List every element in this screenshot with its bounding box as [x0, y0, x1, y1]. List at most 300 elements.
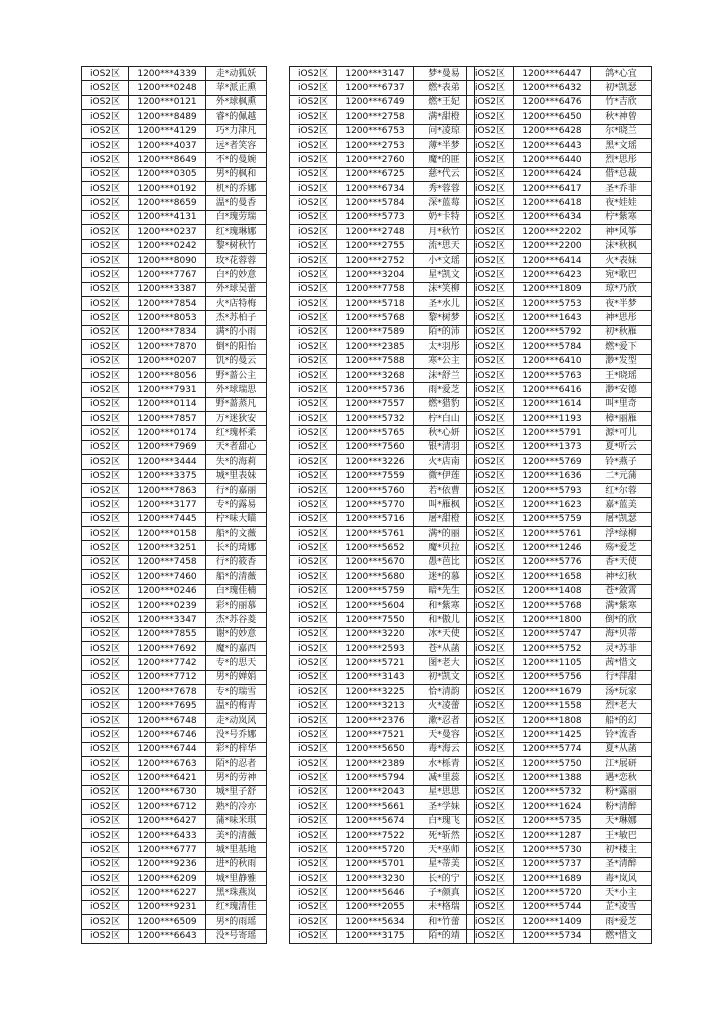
- server-cell: iOS2区: [467, 785, 514, 799]
- player-name-cell: 玫*花蓉蓉: [206, 253, 267, 267]
- player-name-cell: 叫*雁枫: [414, 498, 475, 512]
- table-row: [82, 311, 267, 325]
- player-name-cell: 遇*恋秋: [591, 771, 652, 785]
- player-name-cell: 毒*岚风: [591, 872, 652, 886]
- table-row: [290, 498, 475, 512]
- table-row: [467, 900, 652, 914]
- player-name-cell: 深*蓝莓: [414, 196, 475, 210]
- table-row: [467, 814, 652, 828]
- player-name-cell: 燃*猎豹: [414, 397, 475, 411]
- player-name-cell: 初*秋雁: [591, 325, 652, 339]
- table-row: [82, 929, 267, 943]
- table-row: [290, 340, 475, 354]
- server-cell: iOS2区: [82, 268, 129, 282]
- account-id-cell: 1200***3143: [337, 670, 414, 684]
- account-id-cell: 1200***6424: [514, 167, 591, 181]
- table-row: [82, 613, 267, 627]
- table-row: [82, 153, 267, 167]
- account-id-cell: 1200***2043: [337, 785, 414, 799]
- player-name-cell: 秋*神曾: [591, 110, 652, 124]
- player-name-cell: 月*秋竹: [414, 225, 475, 239]
- server-cell: iOS2区: [290, 368, 337, 382]
- player-name-cell: 杰*苏柏子: [206, 311, 267, 325]
- player-name-cell: 寒*公主: [414, 354, 475, 368]
- table-row: [467, 627, 652, 641]
- table-row: [290, 311, 475, 325]
- table-row: [467, 613, 652, 627]
- table-row: [290, 541, 475, 555]
- server-cell: iOS2区: [467, 67, 514, 81]
- account-id-cell: 1200***0114: [129, 397, 206, 411]
- player-name-cell: 燃*表弟: [414, 81, 475, 95]
- account-id-cell: 1200***3213: [337, 699, 414, 713]
- server-cell: iOS2区: [467, 828, 514, 842]
- player-name-cell: 铃*燕子: [591, 455, 652, 469]
- table-row: [82, 555, 267, 569]
- player-name-cell: 烈*思彤: [591, 153, 652, 167]
- table-row: [290, 368, 475, 382]
- account-id-cell: 1200***0242: [129, 239, 206, 253]
- table-row: [467, 196, 652, 210]
- server-cell: iOS2区: [467, 527, 514, 541]
- player-name-cell: 外*球枫熏: [206, 95, 267, 109]
- server-cell: iOS2区: [467, 412, 514, 426]
- server-cell: iOS2区: [82, 455, 129, 469]
- table-row: [82, 728, 267, 742]
- account-id-cell: 1200***0305: [129, 167, 206, 181]
- table-row: [467, 512, 652, 526]
- player-name-cell: 圣*水儿: [414, 297, 475, 311]
- player-name-cell: 专*的思天: [206, 656, 267, 670]
- player-name-cell: 陌*的沛: [414, 325, 475, 339]
- account-id-cell: 1200***5761: [514, 527, 591, 541]
- player-name-cell: 梦*曼易: [414, 67, 475, 81]
- table-row: [82, 397, 267, 411]
- player-name-cell: 小*文瑶: [414, 253, 475, 267]
- table-row: [467, 297, 652, 311]
- account-id-cell: 1200***2385: [337, 340, 414, 354]
- server-cell: iOS2区: [290, 225, 337, 239]
- account-id-cell: 1200***6433: [129, 828, 206, 842]
- table-row: [467, 368, 652, 382]
- table-row: [467, 210, 652, 224]
- account-id-cell: 1200***5652: [337, 541, 414, 555]
- server-cell: iOS2区: [467, 656, 514, 670]
- server-cell: iOS2区: [82, 182, 129, 196]
- account-id-cell: 1200***5769: [514, 455, 591, 469]
- account-id-cell: 1200***5604: [337, 598, 414, 612]
- server-cell: iOS2区: [290, 239, 337, 253]
- player-name-cell: 殇*爱芝: [591, 541, 652, 555]
- server-cell: iOS2区: [467, 397, 514, 411]
- table-row: [467, 383, 652, 397]
- server-cell: iOS2区: [290, 182, 337, 196]
- table-row: [290, 598, 475, 612]
- player-name-cell: 粉*露丽: [591, 785, 652, 799]
- table-row: [467, 81, 652, 95]
- account-id-cell: 1200***5770: [337, 498, 414, 512]
- player-name-cell: 白*瑰飞: [414, 814, 475, 828]
- server-cell: iOS2区: [467, 570, 514, 584]
- table-row: [82, 110, 267, 124]
- table-row: [290, 685, 475, 699]
- table-row: [467, 440, 652, 454]
- account-id-cell: 1200***5634: [337, 915, 414, 929]
- account-id-cell: 1200***5792: [514, 325, 591, 339]
- player-name-cell: 源*可儿: [591, 426, 652, 440]
- table-row: [82, 210, 267, 224]
- account-id-cell: 1200***5791: [514, 426, 591, 440]
- server-cell: iOS2区: [467, 872, 514, 886]
- player-name-cell: 野*蔷公主: [206, 368, 267, 382]
- table-row: [290, 81, 475, 95]
- server-cell: iOS2区: [467, 900, 514, 914]
- server-cell: iOS2区: [467, 886, 514, 900]
- table-row: [467, 253, 652, 267]
- player-name-cell: 屠*甜橙: [414, 512, 475, 526]
- player-name-cell: 星*思思: [414, 785, 475, 799]
- player-name-cell: 初*凯瑟: [591, 81, 652, 95]
- account-id-cell: 1200***1373: [514, 440, 591, 454]
- table-row: [290, 397, 475, 411]
- server-cell: iOS2区: [467, 742, 514, 756]
- account-id-cell: 1200***1808: [514, 713, 591, 727]
- account-id-cell: 1200***5737: [514, 857, 591, 871]
- player-name-cell: 红*瑰琳娜: [206, 225, 267, 239]
- table-row: [290, 412, 475, 426]
- table-row: [467, 929, 652, 943]
- account-id-cell: 1200***5650: [337, 742, 414, 756]
- table-row: [290, 814, 475, 828]
- account-id-cell: 1200***7445: [129, 512, 206, 526]
- table-row: [290, 325, 475, 339]
- player-name-cell: 柠*味大瞄: [206, 512, 267, 526]
- player-name-cell: 海*贝蒂: [591, 627, 652, 641]
- server-cell: iOS2区: [290, 383, 337, 397]
- account-id-cell: 1200***1809: [514, 282, 591, 296]
- server-cell: iOS2区: [82, 412, 129, 426]
- server-cell: iOS2区: [82, 800, 129, 814]
- account-id-cell: 1200***6509: [129, 915, 206, 929]
- table-row: [290, 915, 475, 929]
- account-id-cell: 1200***2753: [337, 138, 414, 152]
- account-id-cell: 1200***3175: [337, 929, 414, 943]
- account-id-cell: 1200***1193: [514, 412, 591, 426]
- table-row: [82, 757, 267, 771]
- table-row: [467, 124, 652, 138]
- table-row: [290, 469, 475, 483]
- server-cell: iOS2区: [82, 253, 129, 267]
- server-cell: iOS2区: [82, 642, 129, 656]
- player-name-cell: 城*里基地: [206, 843, 267, 857]
- player-name-cell: 水*栎青: [414, 757, 475, 771]
- account-id-cell: 1200***1643: [514, 311, 591, 325]
- account-id-cell: 1200***2748: [337, 225, 414, 239]
- server-cell: iOS2区: [290, 210, 337, 224]
- player-name-cell: 长*的琦娜: [206, 541, 267, 555]
- player-name-cell: 圣*学妹: [414, 800, 475, 814]
- server-cell: iOS2区: [290, 728, 337, 742]
- player-name-cell: 不*的曼婉: [206, 153, 267, 167]
- server-cell: iOS2区: [467, 95, 514, 109]
- server-cell: iOS2区: [467, 627, 514, 641]
- account-id-cell: 1200***7557: [337, 397, 414, 411]
- server-cell: iOS2区: [82, 627, 129, 641]
- server-cell: iOS2区: [467, 728, 514, 742]
- server-cell: iOS2区: [290, 412, 337, 426]
- player-name-cell: 巧*力津凡: [206, 124, 267, 138]
- player-name-cell: 行*的嘉丽: [206, 483, 267, 497]
- account-table-right: [466, 66, 652, 944]
- account-id-cell: 1200***5735: [514, 814, 591, 828]
- server-cell: iOS2区: [82, 771, 129, 785]
- player-name-cell: 冰*天使: [414, 627, 475, 641]
- account-id-cell: 1200***2200: [514, 239, 591, 253]
- server-cell: iOS2区: [82, 368, 129, 382]
- server-cell: iOS2区: [467, 182, 514, 196]
- player-name-cell: 图*老大: [414, 656, 475, 670]
- account-id-cell: 1200***0174: [129, 426, 206, 440]
- player-name-cell: 燃*爱下: [591, 340, 652, 354]
- server-cell: iOS2区: [82, 785, 129, 799]
- server-cell: iOS2区: [290, 124, 337, 138]
- account-id-cell: 1200***3204: [337, 268, 414, 282]
- table-row: [467, 268, 652, 282]
- table-row: [467, 397, 652, 411]
- table-row: [82, 455, 267, 469]
- server-cell: iOS2区: [290, 843, 337, 857]
- player-name-cell: 毒*海云: [414, 742, 475, 756]
- table-row: [290, 182, 475, 196]
- server-cell: iOS2区: [290, 742, 337, 756]
- account-id-cell: 1200***5718: [337, 297, 414, 311]
- account-id-cell: 1200***1689: [514, 872, 591, 886]
- account-id-cell: 1200***0237: [129, 225, 206, 239]
- account-id-cell: 1200***5794: [337, 771, 414, 785]
- server-cell: iOS2区: [290, 800, 337, 814]
- table-row: [467, 182, 652, 196]
- account-id-cell: 1200***5784: [337, 196, 414, 210]
- server-cell: iOS2区: [290, 483, 337, 497]
- player-name-cell: 微*伊莲: [414, 469, 475, 483]
- player-name-cell: 秋*心妍: [414, 426, 475, 440]
- server-cell: iOS2区: [82, 713, 129, 727]
- player-name-cell: 夏*听云: [591, 440, 652, 454]
- account-id-cell: 1200***3147: [337, 67, 414, 81]
- table-row: [290, 728, 475, 742]
- server-cell: iOS2区: [82, 570, 129, 584]
- account-id-cell: 1200***6734: [337, 182, 414, 196]
- player-name-cell: 柠*白山: [414, 412, 475, 426]
- player-name-cell: 沫*笑柳: [414, 282, 475, 296]
- server-cell: iOS2区: [290, 138, 337, 152]
- server-cell: iOS2区: [290, 297, 337, 311]
- account-id-cell: 1200***2752: [337, 253, 414, 267]
- server-cell: iOS2区: [467, 915, 514, 929]
- server-cell: iOS2区: [82, 225, 129, 239]
- server-cell: iOS2区: [290, 771, 337, 785]
- table-row: [467, 541, 652, 555]
- account-id-cell: 1200***5721: [337, 656, 414, 670]
- table-row: [82, 814, 267, 828]
- table-row: [467, 282, 652, 296]
- table-row: [290, 67, 475, 81]
- table-row: [467, 598, 652, 612]
- server-cell: iOS2区: [290, 886, 337, 900]
- server-cell: iOS2区: [467, 512, 514, 526]
- account-id-cell: 1200***5759: [337, 584, 414, 598]
- server-cell: iOS2区: [82, 613, 129, 627]
- table-row: [290, 110, 475, 124]
- account-id-cell: 1200***4339: [129, 67, 206, 81]
- player-name-cell: 外*球吴蕾: [206, 282, 267, 296]
- table-row: [467, 800, 652, 814]
- account-id-cell: 1200***6416: [514, 383, 591, 397]
- account-id-cell: 1200***7758: [337, 282, 414, 296]
- player-name-cell: 若*依曹: [414, 483, 475, 497]
- server-cell: iOS2区: [82, 929, 129, 943]
- account-id-cell: 1200***7855: [129, 627, 206, 641]
- table-row: [467, 915, 652, 929]
- table-row: [467, 138, 652, 152]
- account-id-cell: 1200***3387: [129, 282, 206, 296]
- table-row: [467, 555, 652, 569]
- player-name-cell: 饥*的曼云: [206, 354, 267, 368]
- player-name-cell: 未*格瑞: [414, 900, 475, 914]
- player-name-cell: 城*里静雅: [206, 872, 267, 886]
- server-cell: iOS2区: [82, 354, 129, 368]
- table-row: [467, 584, 652, 598]
- account-id-cell: 1200***0158: [129, 527, 206, 541]
- table-row: [82, 268, 267, 282]
- account-id-cell: 1200***1679: [514, 685, 591, 699]
- table-row: [290, 167, 475, 181]
- account-id-cell: 1200***1614: [514, 397, 591, 411]
- player-name-cell: 苍*敛霄: [591, 584, 652, 598]
- server-cell: iOS2区: [82, 541, 129, 555]
- account-id-cell: 1200***5744: [514, 900, 591, 914]
- account-id-cell: 1200***2202: [514, 225, 591, 239]
- server-cell: iOS2区: [290, 570, 337, 584]
- player-name-cell: 黎*树秋竹: [206, 239, 267, 253]
- account-id-cell: 1200***1408: [514, 584, 591, 598]
- player-name-cell: 汤*玩家: [591, 685, 652, 699]
- player-name-cell: 樟*丽雁: [591, 412, 652, 426]
- account-id-cell: 1200***1624: [514, 800, 591, 814]
- player-name-cell: 没*号乔娜: [206, 728, 267, 742]
- server-cell: iOS2区: [82, 886, 129, 900]
- table-row: [82, 67, 267, 81]
- player-name-cell: 竹*吉欣: [591, 95, 652, 109]
- player-name-cell: 火*表妹: [591, 253, 652, 267]
- server-cell: iOS2区: [467, 225, 514, 239]
- server-cell: iOS2区: [467, 153, 514, 167]
- account-id-cell: 1200***5750: [514, 757, 591, 771]
- account-id-cell: 1200***7857: [129, 412, 206, 426]
- server-cell: iOS2区: [467, 713, 514, 727]
- player-name-cell: 黑*珠燕岚: [206, 886, 267, 900]
- server-cell: iOS2区: [82, 742, 129, 756]
- table-row: [82, 800, 267, 814]
- player-name-cell: 男*的枫和: [206, 167, 267, 181]
- server-cell: iOS2区: [290, 340, 337, 354]
- table-row: [82, 570, 267, 584]
- table-row: [290, 512, 475, 526]
- server-cell: iOS2区: [467, 800, 514, 814]
- server-cell: iOS2区: [467, 239, 514, 253]
- account-id-cell: 1200***6643: [129, 929, 206, 943]
- server-cell: iOS2区: [467, 642, 514, 656]
- player-name-cell: 琼*乃欣: [591, 282, 652, 296]
- table-row: [82, 900, 267, 914]
- server-cell: iOS2区: [467, 843, 514, 857]
- table-row: [467, 455, 652, 469]
- server-cell: iOS2区: [82, 656, 129, 670]
- player-name-cell: 没*号寄瑶: [206, 929, 267, 943]
- player-name-cell: 城*里表妹: [206, 469, 267, 483]
- player-name-cell: 男*的雨瑶: [206, 915, 267, 929]
- server-cell: iOS2区: [290, 67, 337, 81]
- server-cell: iOS2区: [467, 670, 514, 684]
- player-name-cell: 倒*的阳怡: [206, 340, 267, 354]
- player-name-cell: 倒*的欣: [591, 613, 652, 627]
- table-row: [82, 239, 267, 253]
- server-cell: iOS2区: [290, 498, 337, 512]
- table-row: [82, 541, 267, 555]
- player-name-cell: 船*的文薇: [206, 527, 267, 541]
- table-row: [467, 95, 652, 109]
- player-name-cell: 陌*的靖: [414, 929, 475, 943]
- account-id-cell: 1200***6753: [337, 124, 414, 138]
- account-id-cell: 1200***1425: [514, 728, 591, 742]
- server-cell: iOS2区: [467, 325, 514, 339]
- server-cell: iOS2区: [82, 67, 129, 81]
- server-cell: iOS2区: [467, 81, 514, 95]
- table-row: [290, 742, 475, 756]
- server-cell: iOS2区: [290, 311, 337, 325]
- server-cell: iOS2区: [290, 699, 337, 713]
- player-name-cell: 城*里子舒: [206, 785, 267, 799]
- account-table-middle: [289, 66, 475, 944]
- table-row: [467, 354, 652, 368]
- player-name-cell: 柠*紫寒: [591, 210, 652, 224]
- account-id-cell: 1200***0121: [129, 95, 206, 109]
- account-id-cell: 1200***0246: [129, 584, 206, 598]
- player-name-cell: 王*敏巴: [591, 828, 652, 842]
- table-row: [467, 728, 652, 742]
- server-cell: iOS2区: [467, 757, 514, 771]
- player-name-cell: 雨*爱芝: [414, 383, 475, 397]
- table-row: [467, 483, 652, 497]
- table-row: [290, 642, 475, 656]
- player-name-cell: 圣*乔菲: [591, 182, 652, 196]
- table-row: [290, 584, 475, 598]
- table-row: [290, 570, 475, 584]
- player-name-cell: 银*清羽: [414, 440, 475, 454]
- account-id-cell: 1200***7460: [129, 570, 206, 584]
- table-row: [467, 713, 652, 727]
- server-cell: iOS2区: [467, 253, 514, 267]
- account-id-cell: 1200***1105: [514, 656, 591, 670]
- account-id-cell: 1200***0207: [129, 354, 206, 368]
- server-cell: iOS2区: [82, 828, 129, 842]
- table-row: [467, 153, 652, 167]
- account-id-cell: 1200***7550: [337, 613, 414, 627]
- table-row: [82, 253, 267, 267]
- account-id-cell: 1200***6447: [514, 67, 591, 81]
- account-id-cell: 1200***7560: [337, 440, 414, 454]
- table-row: [82, 282, 267, 296]
